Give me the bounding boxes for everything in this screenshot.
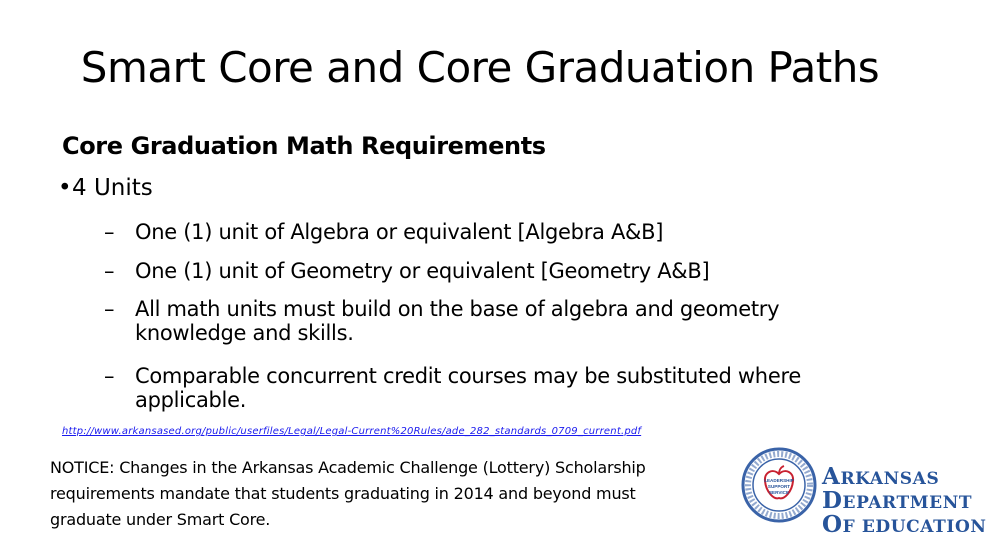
logo-line-arkansas: ARKANSAS	[822, 463, 940, 490]
bullet-text: 4 Units	[72, 175, 153, 201]
logo-line-department: DEPARTMENT	[822, 487, 973, 514]
dash-marker: –	[104, 364, 115, 388]
logo-line-education: OF EDUCATION	[822, 511, 987, 538]
dash-marker: –	[104, 220, 115, 244]
dash-marker: –	[104, 297, 115, 321]
seal-text-1: LEADERSHIP	[764, 478, 794, 483]
sub-item-build-on-base	[104, 297, 904, 345]
sub-item-concurrent-credit	[104, 364, 904, 412]
seal-text-2: SUPPORT	[767, 484, 791, 489]
slide-title: Smart Core and Core Graduation Paths	[80, 43, 880, 92]
dash-marker: –	[104, 259, 115, 283]
ade-logo-wordmark	[822, 463, 987, 538]
bullet-marker: •	[58, 175, 72, 201]
sub-item-text: Comparable concurrent credit courses may be substituted where applicable.	[135, 364, 801, 412]
department-seal-icon	[740, 440, 818, 530]
sub-item-text: One (1) unit of Geometry or equivalent [Geometry A&B]	[135, 259, 710, 283]
sub-item-text: One (1) unit of Algebra or equivalent [Algebra A&B]	[135, 220, 664, 244]
notice-text: NOTICE: Changes in the Arkansas Academic Challenge (Lottery) Scholarship requirements mandate that students graduating in 2014 and beyond must graduate under Smart Core.	[50, 458, 646, 529]
bullet-units	[58, 172, 153, 204]
section-heading: Core Graduation Math Requirements	[62, 132, 546, 160]
sub-item-geometry	[104, 259, 904, 283]
standards-link[interactable]: http://www.arkansased.org/public/userfiles/Legal/Legal-Current%20Rules/ade_282_standards_0709_current.pdf	[62, 426, 642, 437]
sub-item-text: All math units must build on the base of algebra and geometry knowledge and skills.	[135, 297, 780, 345]
seal-text-3: SERVICE	[768, 490, 790, 495]
sub-item-algebra	[104, 220, 904, 244]
